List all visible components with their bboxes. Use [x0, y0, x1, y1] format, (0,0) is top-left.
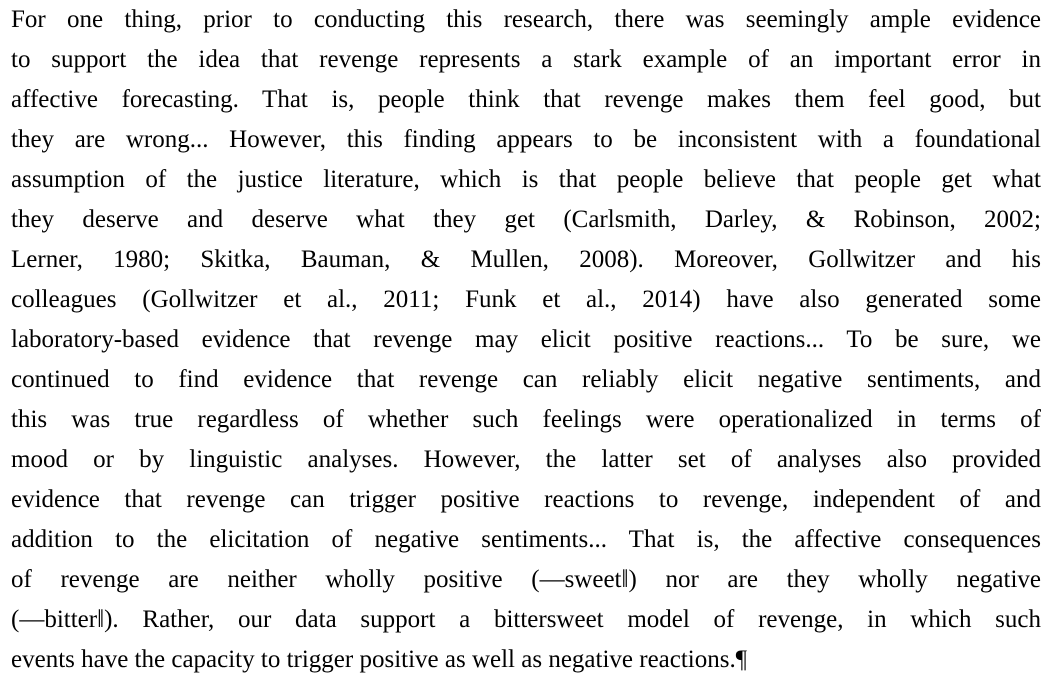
text-line: mood or by linguistic analyses. However, the latter set of analyses also provided [11, 446, 1041, 473]
text-line: of revenge are neither wholly positive (—sweet‖) nor are they wholly negative [11, 566, 1041, 593]
text-line: Lerner, 1980; Skitka, Bauman, & Mullen, 2008). Moreover, Gollwitzer and his [11, 246, 1041, 273]
text-line: (—bitter‖). Rather, our data support a bittersweet model of revenge, in which such [11, 606, 1041, 633]
document-page [11, 0, 1051, 682]
text-line: For one thing, prior to conducting this research, there was seemingly ample evidence [11, 6, 1041, 33]
text-line: to support the idea that revenge represents a stark example of an important error in [11, 46, 1041, 73]
text-line: colleagues (Gollwitzer et al., 2011; Funk et al., 2014) have also generated some [11, 286, 1041, 313]
text-line: they deserve and deserve what they get (Carlsmith, Darley, & Robinson, 2002; [11, 206, 1041, 233]
text-line: assumption of the justice literature, which is that people believe that people get what [11, 166, 1041, 193]
text-line: this was true regardless of whether such feelings were operationalized in terms of [11, 406, 1041, 433]
text-line: affective forecasting. That is, people think that revenge makes them feel good, but [11, 86, 1041, 113]
text-line: evidence that revenge can trigger positive reactions to revenge, independent of and [11, 486, 1041, 513]
text-line-last: events have the capacity to trigger positive as well as negative reactions.¶ [11, 646, 748, 673]
text-line: they are wrong... However, this finding appears to be inconsistent with a foundational [11, 126, 1041, 153]
text-line: addition to the elicitation of negative sentiments... That is, the affective consequences [11, 526, 1041, 553]
text-line: continued to find evidence that revenge can reliably elicit negative sentiments, and [11, 366, 1041, 393]
text-line: laboratory-based evidence that revenge may elicit positive reactions... To be sure, we [11, 326, 1041, 353]
